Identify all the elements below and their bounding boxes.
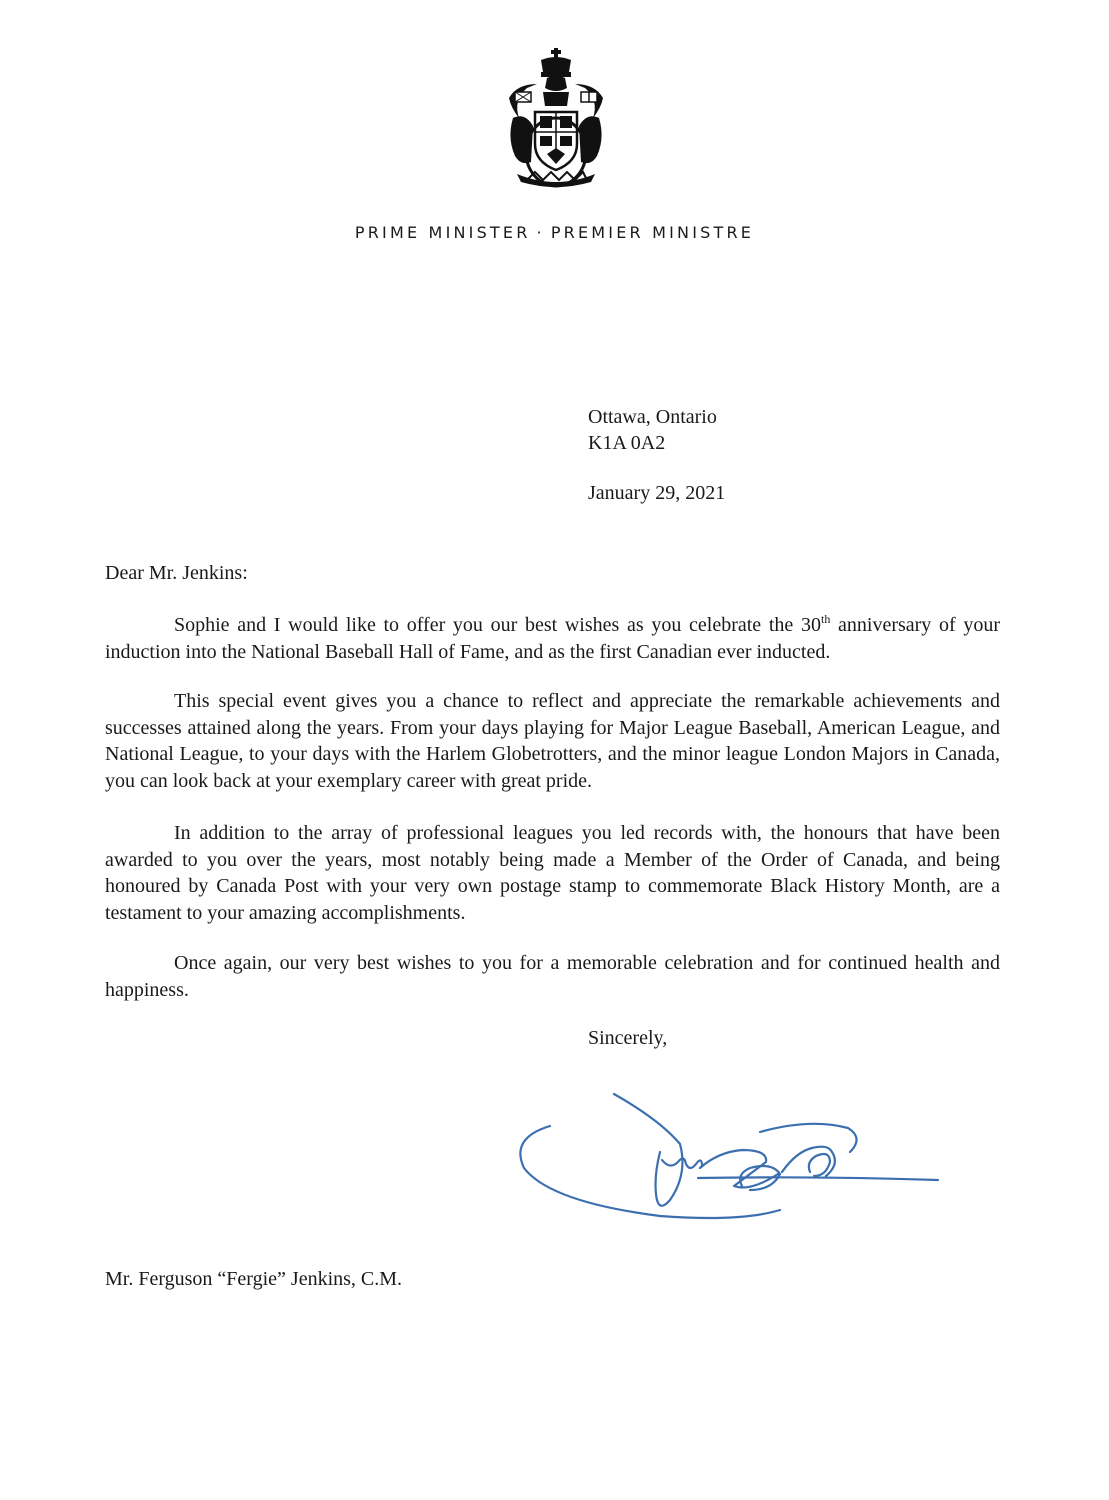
paragraph-4-text: Once again, our very best wishes to you for a memorable celebration and for continued health and happiness.	[105, 952, 1000, 1001]
sender-address	[588, 404, 717, 456]
paragraph-2	[105, 688, 1000, 794]
address-postal-code: K1A 0A2	[588, 432, 666, 454]
paragraph-4	[105, 950, 1000, 1003]
paragraph-3-text: In addition to the array of professional leagues you led records with, the honours that have been awarded to you over the years, most notably being made a Member of the Order of Canada, and being honoured by Canada Post with your very own postage stamp to commemorate Black History Month, are a testament to your amazing accomplishments.	[105, 822, 1000, 924]
address-city: Ottawa, Ontario	[588, 406, 717, 428]
paragraph-1	[105, 612, 1000, 665]
letterhead-english: PRIME MINISTER	[354, 223, 531, 242]
coat-of-arms-icon	[507, 48, 605, 190]
letter-date: January 29, 2021	[588, 482, 726, 504]
salutation: Dear Mr. Jenkins:	[105, 562, 248, 584]
signature-icon	[510, 1090, 940, 1230]
ordinal-suffix: th	[820, 612, 831, 626]
recipient-name: Mr. Ferguson “Fergie” Jenkins, C.M.	[105, 1268, 403, 1290]
closing: Sincerely,	[588, 1027, 668, 1049]
letterhead-title	[0, 223, 1109, 242]
paragraph-1-text-b: anniversary of your induction into the National Baseball Hall of Fame, and as the first Canadian ever inducted.	[105, 614, 1000, 663]
letterhead-french: PREMIER MINISTRE	[550, 223, 755, 242]
paragraph-2-text: This special event gives you a chance to reflect and appreciate the remarkable achievements and successes attained along the years. From your days playing for Major League Baseball, American League, and National League, to your days with the Harlem Globetrotters, and the minor league London Majors in Canada, you can look back at your exemplary career with great pride.	[105, 690, 1000, 792]
paragraph-1-text-a: Sophie and I would like to offer you our best wishes as you celebrate the 30	[174, 614, 821, 636]
paragraph-3	[105, 820, 1000, 926]
letterhead-separator: ·	[536, 223, 545, 242]
